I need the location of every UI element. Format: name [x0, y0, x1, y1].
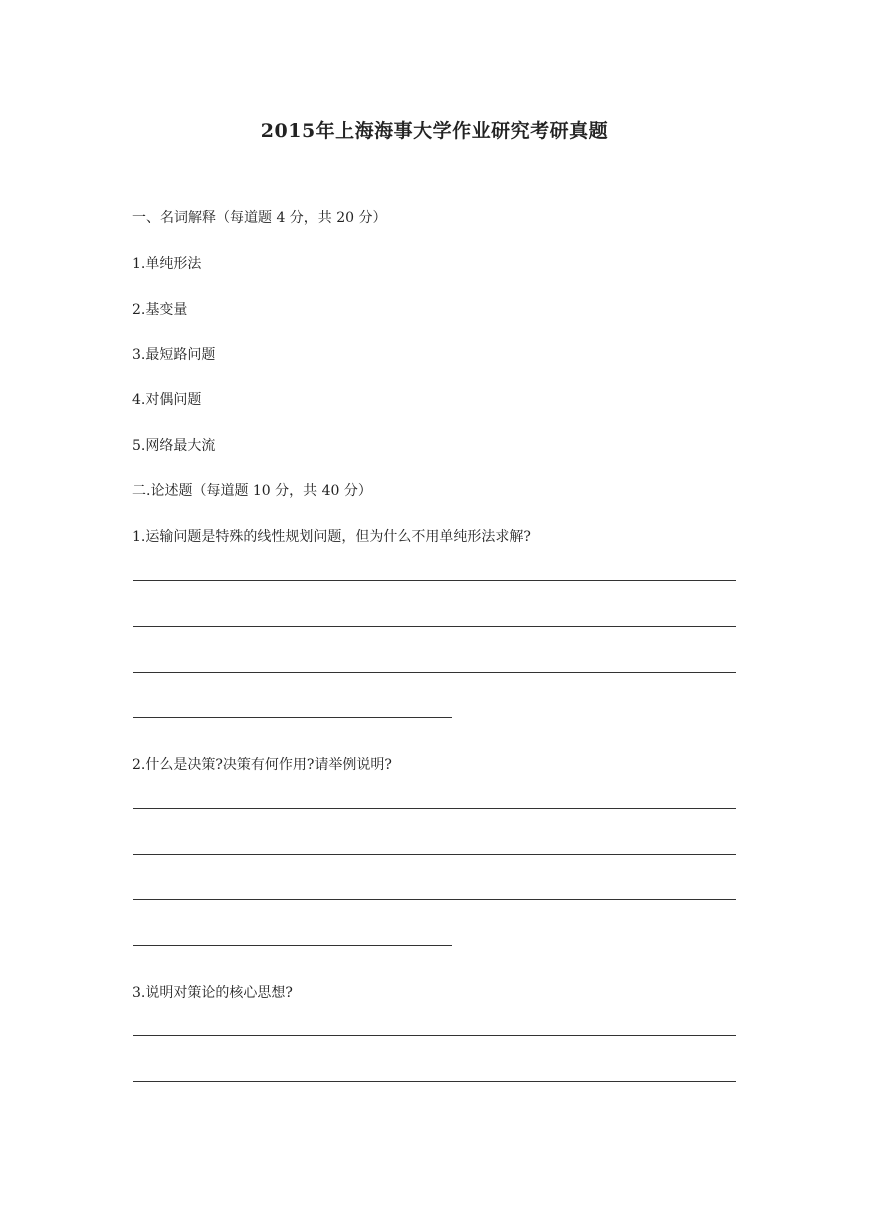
- answer-line: [133, 945, 452, 946]
- definition-item: 1.单纯形法: [132, 256, 202, 272]
- essay-question: 1.运输问题是特殊的线性规划问题，但为什么不用单纯形法求解?: [132, 529, 531, 545]
- answer-line: [133, 672, 736, 673]
- answer-line: [133, 626, 736, 627]
- answer-line: [133, 1081, 736, 1082]
- essay-question: 2.什么是决策?决策有何作用?请举例说明?: [132, 757, 392, 773]
- answer-line: [133, 1035, 736, 1036]
- definition-item: 2.基变量: [132, 302, 188, 318]
- document-title: 2015年上海海事大学作业研究考研真题: [260, 120, 609, 142]
- answer-line: [133, 580, 736, 581]
- definition-item: 4.对偶问题: [132, 392, 202, 408]
- essay-question: 3.说明对策论的核心思想?: [132, 985, 293, 1001]
- definition-item: 3.最短路问题: [132, 347, 216, 363]
- answer-line: [133, 854, 736, 855]
- answer-line: [133, 717, 452, 718]
- answer-line: [133, 899, 736, 900]
- definition-item: 5.网络最大流: [132, 438, 216, 454]
- answer-line: [133, 808, 736, 809]
- section-heading-definitions: 一、名词解释（每道题 4 分，共 20 分）: [132, 210, 387, 226]
- section-heading-essay: 二.论述题（每道题 10 分，共 40 分）: [132, 483, 372, 499]
